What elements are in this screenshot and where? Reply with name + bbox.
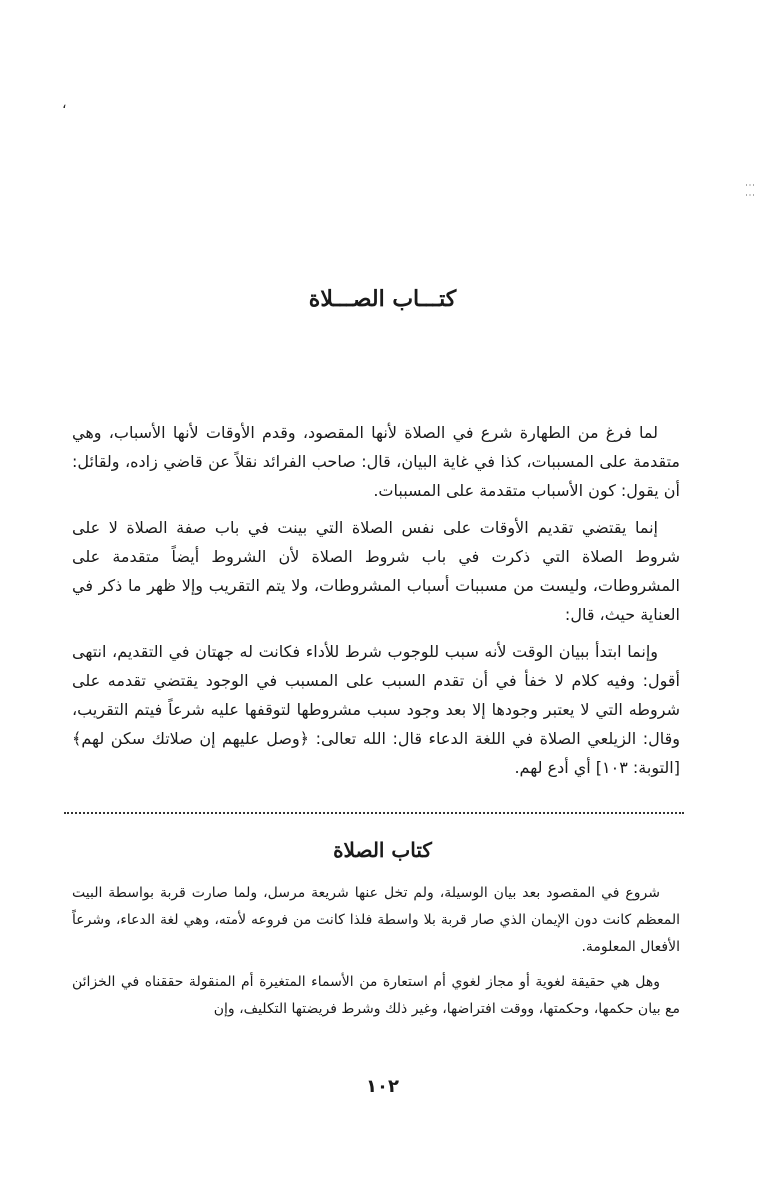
upper-paragraph-3: وإنما ابتدأ ببيان الوقت لأنه سبب للوجوب شرط للأداء فكانت له جهتان في التقديم، انتهى أقول: وفيه كلام لا خفأ في أن تقدم السبب على المسبب في الوجود يقتضي تقدمه على شروطه التي لا يعتبر وجودها إلا بعد وجود سبب مشروطها لتوقفها عليه شرعاً فيتم التقريب، وقال: الزيلعي الصلاة في اللغة الدعاء قال: الله تعالى: ﴿وصل عليهم إن صلاتك سكن لهم﴾ [التوبة: ١٠٣] أي أدع لهم. [72, 642, 680, 777]
upper-paragraph-2: إنما يقتضي تقديم الأوقات على نفس الصلاة التي بينت في باب صفة الصلاة لا على شروط الصلاة التي ذكرت في باب شروط الصلاة لأن الشروط أيضاً متقدمة على المشروطات، وليست من مسببات أسباب المشروطات، ولا يتم التقريب وإلا ظهر ما ذكر في العناية حيث، قال: [72, 518, 680, 624]
dotted-separator [64, 812, 684, 814]
edge-dots: ⋮⋮ [744, 180, 755, 200]
lower-paragraph-2: وهل هي حقيقة لغوية أو مجاز لغوي أم استعارة من الأسماء المتغيرة أم المنقولة حققناه في الخزائن مع بيان حكمها، وحكمتها، ووقت افتراضها، وغير ذلك وشرط فريضتها التكليف، وإن [72, 974, 680, 1017]
page-mark: ، [62, 96, 67, 112]
page-title: كتـــاب الصـــلاة [308, 286, 457, 312]
section-subtitle: كتاب الصلاة [333, 838, 432, 862]
upper-text-block [72, 418, 680, 790]
lower-paragraph-1: شروع في المقصود بعد بيان الوسيلة، ولم تخل عنها شريعة مرسل، ولما صارت قربة بواسطة البيت المعظم كانت دون الإيمان الذي صار قربة بلا واسطة فلذا كانت من فروعه لأمته، وهي لغة الدعاء، وشرعاً الأفعال المعلومة. [72, 885, 680, 955]
page-number: ١٠٢ [366, 1076, 399, 1097]
upper-paragraph-1: لما فرغ من الطهارة شرع في الصلاة لأنها المقصود، وقدم الأوقات لأنها الأسباب، وهي متقدمة على المسببات، كذا في غاية البيان، قال: صاحب الفرائد نقلاً عن قاضي زاده، ولقائل: أن يقول: كون الأسباب متقدمة على المسببات. [72, 423, 680, 500]
lower-text-block [72, 880, 680, 1031]
